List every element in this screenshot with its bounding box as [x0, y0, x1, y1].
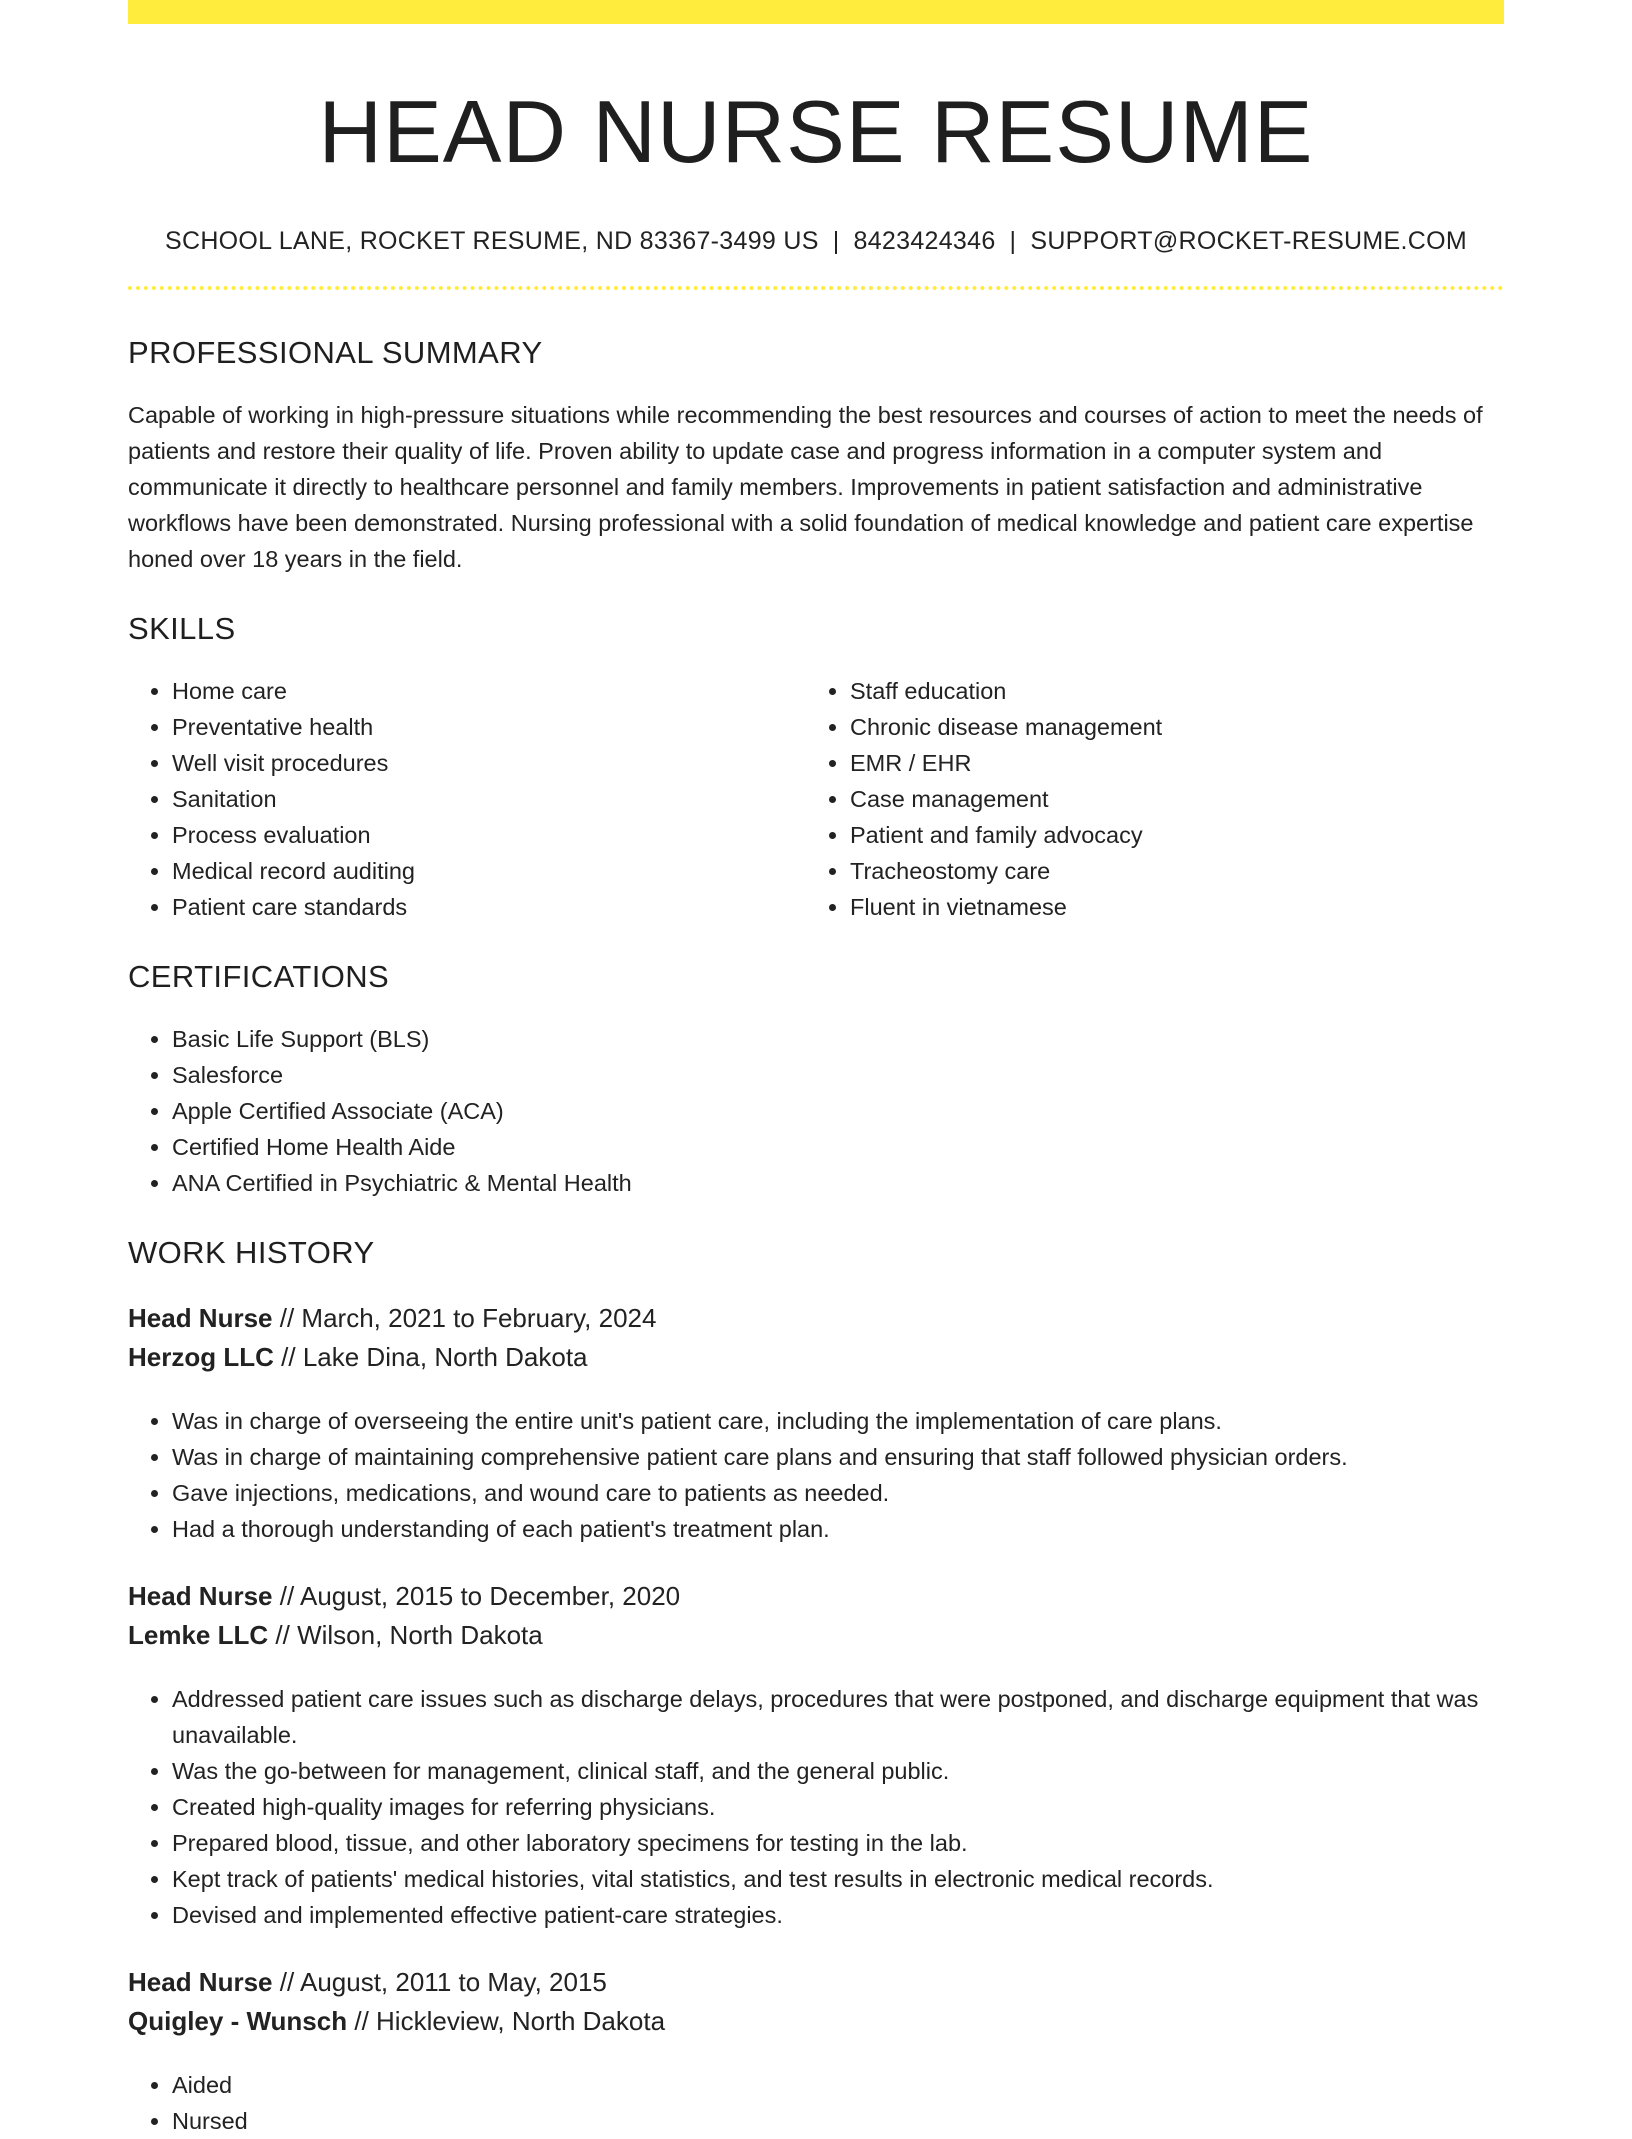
skill-item: • Medical record auditing: [172, 853, 806, 889]
contact-separator: |: [832, 226, 840, 255]
skill-item: • Home care: [172, 673, 806, 709]
job-duty-item: • Kept track of patients' medical histories, vital statistics, and test results in electronic medical records.: [172, 1861, 1504, 1897]
summary-heading: PROFESSIONAL SUMMARY: [128, 334, 543, 370]
work-history-heading: WORK HISTORY: [128, 1234, 375, 1270]
job-role: Head Nurse: [128, 1302, 273, 1333]
skill-item: • Fluent in vietnamese: [850, 889, 1484, 925]
job-duty-item: • Nursed: [172, 2103, 1504, 2139]
skill-item: • Well visit procedures: [172, 745, 806, 781]
job-duty-item: • Was the go-between for management, clinical staff, and the general public.: [172, 1753, 1504, 1789]
skill-item: • Patient care standards: [172, 889, 806, 925]
skill-item: • Case management: [850, 781, 1484, 817]
job-title-line: [128, 1577, 1504, 1616]
job-company-line: [128, 2002, 1504, 2041]
skill-item: • Patient and family advocacy: [850, 817, 1484, 853]
skill-item: • Chronic disease management: [850, 709, 1484, 745]
dotted-divider: [128, 286, 1504, 290]
job-location: Lake Dina, North Dakota: [302, 1341, 588, 1372]
job-dates: March, 2021 to February, 2024: [301, 1302, 657, 1333]
skill-item: • EMR / EHR: [850, 745, 1484, 781]
job-divider: //: [281, 1341, 296, 1372]
job-duty-item: • Addressed patient care issues such as discharge delays, procedures that were postponed, and discharge equipment that was unavailable.: [172, 1681, 1504, 1753]
certification-item: • Apple Certified Associate (ACA): [172, 1093, 1504, 1129]
job-duty-item: • Was in charge of maintaining comprehensive patient care plans and ensuring that staff followed physician orders.: [172, 1439, 1504, 1475]
job-dates: August, 2011 to May, 2015: [299, 1966, 607, 1997]
skill-item: • Sanitation: [172, 781, 806, 817]
job-company-line: [128, 1338, 1504, 1377]
job-duties-list: [128, 1681, 1504, 1933]
job-company: Herzog LLC: [128, 1341, 274, 1372]
skills-list-right: [806, 673, 1484, 925]
skill-item: • Tracheostomy care: [850, 853, 1484, 889]
job-duty-item: • Aided: [172, 2067, 1504, 2103]
job-divider: //: [354, 2005, 369, 2036]
contact-line: [128, 227, 1504, 256]
email: SUPPORT@ROCKET-RESUME.COM: [1030, 226, 1467, 255]
skills-grid: [128, 647, 1504, 925]
resume-title: HEAD NURSE RESUME: [318, 82, 1314, 181]
accent-bar: [128, 0, 1504, 24]
skills-heading: SKILLS: [128, 610, 236, 646]
certification-item: • Certified Home Health Aide: [172, 1129, 1504, 1165]
certification-item: • ANA Certified in Psychiatric & Mental Health: [172, 1165, 1504, 1201]
skill-item: • Process evaluation: [172, 817, 806, 853]
job-company-line: [128, 1616, 1504, 1655]
job-role: Head Nurse: [128, 1580, 273, 1611]
job-duty-item: • Devised and implemented effective patient-care strategies.: [172, 1897, 1504, 1933]
certifications-list: [128, 1021, 1504, 1201]
certification-item: • Salesforce: [172, 1057, 1504, 1093]
job-company: Lemke LLC: [128, 1619, 269, 1650]
skill-item: • Staff education: [850, 673, 1484, 709]
job-divider: //: [279, 1580, 295, 1611]
job-location: Hickleview, North Dakota: [376, 2005, 666, 2036]
job-duty-item: • Had a thorough understanding of each patient's treatment plan.: [172, 1511, 1504, 1547]
job-company: Quigley - Wunsch: [128, 2005, 348, 2036]
skills-list-left: [128, 673, 806, 925]
job-duties-list: [128, 2067, 1504, 2139]
address: SCHOOL LANE, ROCKET RESUME, ND 83367-3499 US: [165, 226, 819, 255]
contact-separator: |: [1009, 226, 1017, 255]
job-duty-item: • Prepared blood, tissue, and other laboratory specimens for testing in the lab.: [172, 1825, 1504, 1861]
certification-item: • Basic Life Support (BLS): [172, 1021, 1504, 1057]
skill-item: • Preventative health: [172, 709, 806, 745]
job-divider: //: [279, 1966, 295, 1997]
job-entry: [128, 1299, 1504, 1547]
job-title-line: [128, 1963, 1504, 2002]
summary-text: Capable of working in high-pressure situations while recommending the best resources and courses of action to meet the needs of patients and restore their quality of life. Proven ability to update case and progress information in a computer system and communicate it directly to healthcare personnel and family members. Improvements in patient satisfaction and administrative workflows have been demonstrated. Nursing professional with a solid foundation of medical knowledge and patient care expertise honed over 18 years in the field.: [128, 401, 1483, 572]
job-divider: //: [275, 1619, 290, 1650]
certifications-heading: CERTIFICATIONS: [128, 958, 390, 994]
job-duty-item: • Was in charge of overseeing the entire unit's patient care, including the implementation of care plans.: [172, 1403, 1504, 1439]
job-duty-item: • Gave injections, medications, and wound care to patients as needed.: [172, 1475, 1504, 1511]
job-divider: //: [279, 1302, 295, 1333]
job-entry: [128, 1963, 1504, 2139]
job-title-line: [128, 1299, 1504, 1338]
job-location: Wilson, North Dakota: [297, 1619, 543, 1650]
work-history-list: [128, 1299, 1504, 2139]
job-duty-item: • Created high-quality images for referring physicians.: [172, 1789, 1504, 1825]
job-role: Head Nurse: [128, 1966, 273, 1997]
resume-page: [128, 0, 1504, 2139]
job-entry: [128, 1577, 1504, 1933]
job-duties-list: [128, 1403, 1504, 1547]
phone: 8423424346: [853, 226, 996, 255]
job-dates: August, 2015 to December, 2020: [299, 1580, 681, 1611]
